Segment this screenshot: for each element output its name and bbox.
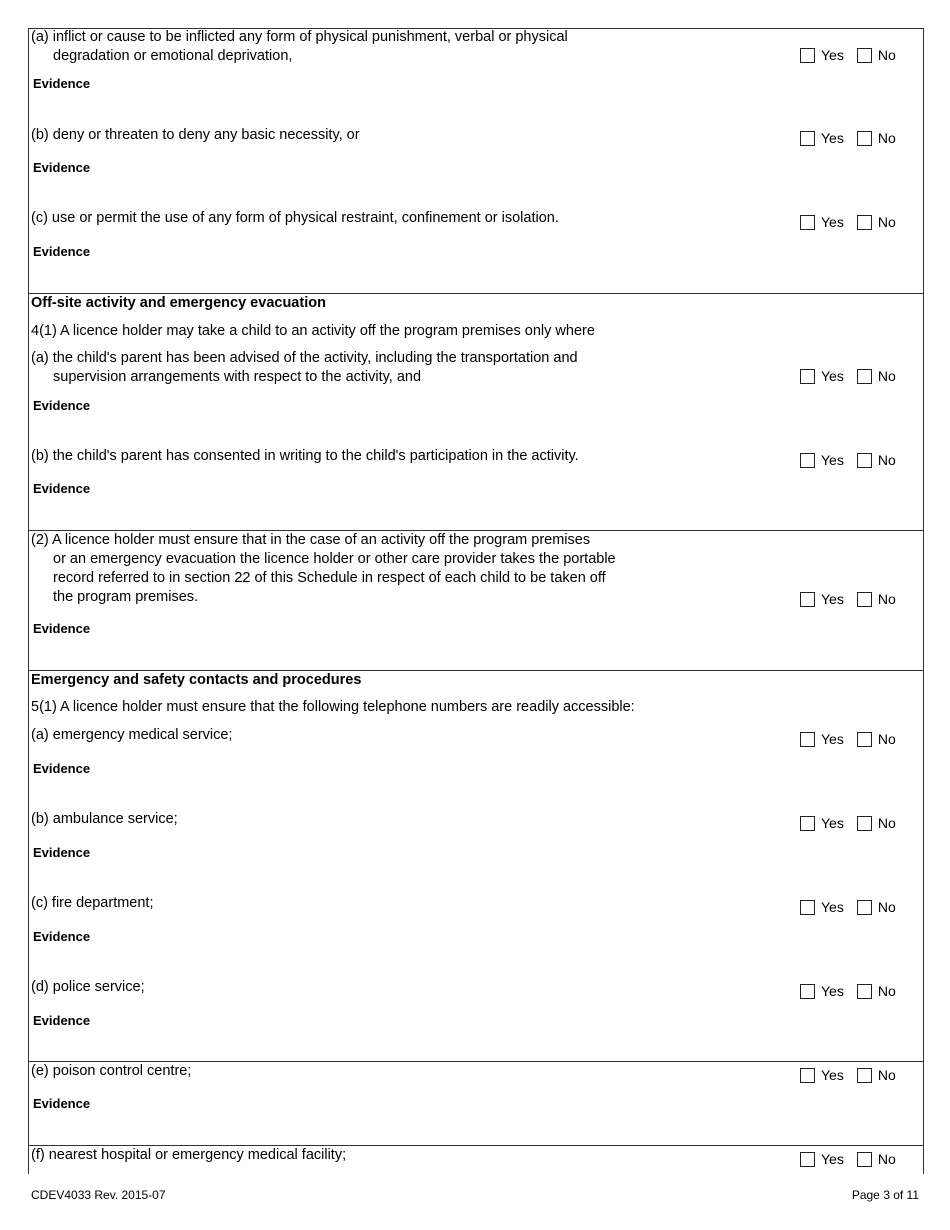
no-checkbox[interactable]	[857, 1152, 872, 1167]
yes-no-5a: Yes No	[800, 731, 896, 747]
evidence-label: Evidence	[33, 76, 91, 91]
evidence-label: Evidence	[33, 244, 91, 259]
yes-checkbox[interactable]	[800, 48, 815, 63]
yes-no-5d: Yes No	[800, 983, 896, 999]
question-4a: (a) the child's parent has been advised of the activity, including the transportation and supervision arrangements with respect to the activity, and	[31, 350, 578, 385]
yes-no-5e: Yes No	[800, 1067, 896, 1083]
page-number: Page 3 of 11	[851, 1188, 919, 1202]
question-5a: (a) emergency medical service;	[31, 727, 233, 743]
yes-no-5c: Yes No	[800, 899, 896, 915]
question-5c: (c) fire department;	[31, 895, 154, 911]
question-4b: (b) the child's parent has consented in writing to the child's participation in the activity.	[31, 448, 579, 464]
question-1a: (a) inflict or cause to be inflicted any form of physical punishment, verbal or physical degradation or emotional deprivation,	[31, 29, 568, 64]
evidence-label: Evidence	[33, 1096, 91, 1111]
yes-checkbox[interactable]	[800, 215, 815, 230]
yes-checkbox[interactable]	[800, 1152, 815, 1167]
evidence-label: Evidence	[33, 1013, 91, 1028]
evidence-label: Evidence	[33, 398, 91, 413]
yes-no-4a: Yes No	[800, 368, 896, 384]
yes-no-4b: Yes No	[800, 452, 896, 468]
yes-checkbox[interactable]	[800, 732, 815, 747]
form-code: CDEV4033 Rev. 2015-07	[31, 1188, 166, 1202]
question-5f: (f) nearest hospital or emergency medical facility;	[31, 1147, 347, 1163]
yes-checkbox[interactable]	[800, 131, 815, 146]
yes-checkbox[interactable]	[800, 900, 815, 915]
yes-checkbox[interactable]	[800, 592, 815, 607]
yes-no-4-2: Yes No	[800, 591, 896, 607]
no-checkbox[interactable]	[857, 592, 872, 607]
evidence-label: Evidence	[33, 621, 91, 636]
yes-no-1b: Yes No	[800, 130, 896, 146]
section-intro-emergency: 5(1) A licence holder must ensure that the following telephone numbers are readily accessible:	[31, 699, 635, 715]
evidence-label: Evidence	[33, 845, 91, 860]
yes-no-5b: Yes No	[800, 815, 896, 831]
section-intro-offsite: 4(1) A licence holder may take a child to an activity off the program premises only where	[31, 323, 595, 339]
yes-checkbox[interactable]	[800, 816, 815, 831]
question-1c: (c) use or permit the use of any form of physical restraint, confinement or isolation.	[31, 210, 559, 226]
no-checkbox[interactable]	[857, 1068, 872, 1083]
question-5b: (b) ambulance service;	[31, 811, 178, 827]
no-checkbox[interactable]	[857, 131, 872, 146]
yes-no-1a: Yes No	[800, 47, 896, 63]
evidence-label: Evidence	[33, 160, 91, 175]
yes-no-5f: Yes No	[800, 1151, 896, 1167]
no-checkbox[interactable]	[857, 48, 872, 63]
question-4-2: (2) A licence holder must ensure that in the case of an activity off the program premises or an emergency evacuation the licence holder or other care provider takes the portable record referred to in section 22 of this Schedule in respect of each child to be taken off the program premises.	[31, 532, 616, 605]
yes-checkbox[interactable]	[800, 453, 815, 468]
yes-no-1c: Yes No	[800, 214, 896, 230]
yes-checkbox[interactable]	[800, 984, 815, 999]
no-checkbox[interactable]	[857, 369, 872, 384]
evidence-label: Evidence	[33, 481, 91, 496]
section-title-emergency: Emergency and safety contacts and procedures	[31, 672, 362, 688]
no-checkbox[interactable]	[857, 453, 872, 468]
question-5e: (e) poison control centre;	[31, 1063, 192, 1079]
question-1b: (b) deny or threaten to deny any basic necessity, or	[31, 127, 360, 143]
evidence-label: Evidence	[33, 761, 91, 776]
no-checkbox[interactable]	[857, 816, 872, 831]
evidence-label: Evidence	[33, 929, 91, 944]
yes-checkbox[interactable]	[800, 369, 815, 384]
no-checkbox[interactable]	[857, 732, 872, 747]
question-5d: (d) police service;	[31, 979, 145, 995]
yes-checkbox[interactable]	[800, 1068, 815, 1083]
no-checkbox[interactable]	[857, 215, 872, 230]
no-checkbox[interactable]	[857, 900, 872, 915]
section-title-offsite: Off-site activity and emergency evacuation	[31, 295, 326, 311]
no-checkbox[interactable]	[857, 984, 872, 999]
